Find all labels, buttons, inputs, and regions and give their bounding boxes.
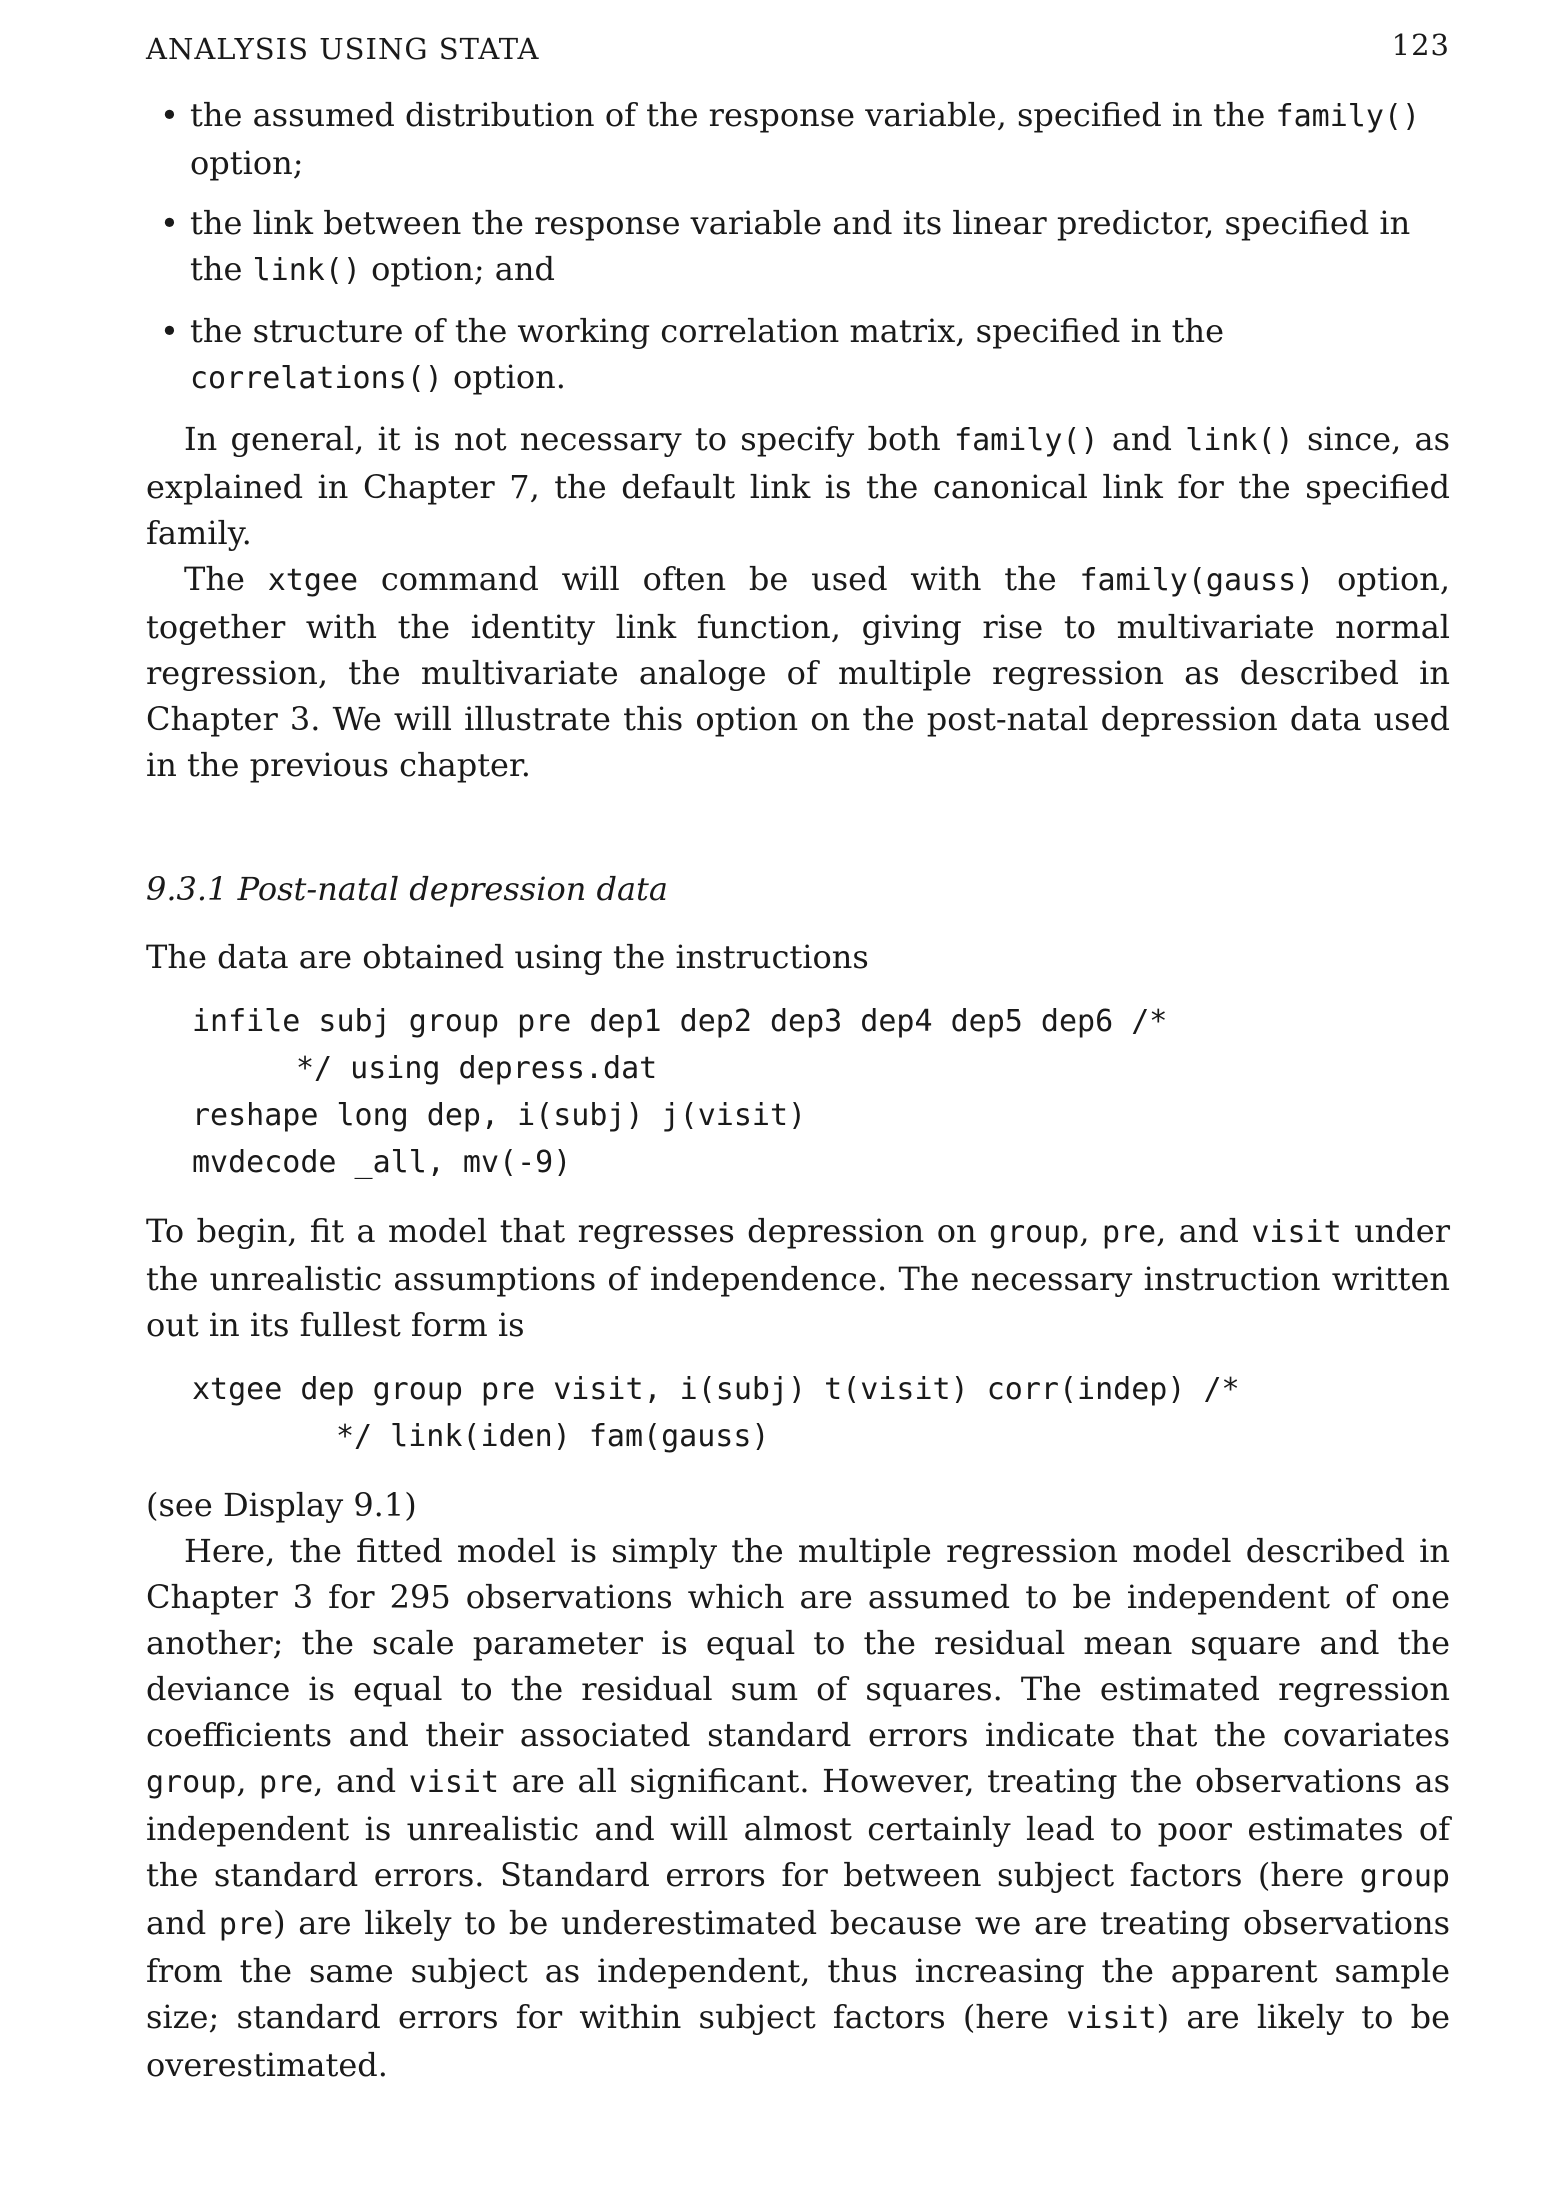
- bullet-icon: •: [160, 204, 179, 242]
- text-run: option, together with the identity link function, giving rise to multivariate normal regression, the multivariate analoge of multiple regression as described in Chapter 3. We will illustrate this option on the post-natal depression data used in the previous chapter.: [146, 560, 1451, 784]
- text-run: since, as explained in Chapter 7, the default link is the canonical link for the specified family.: [146, 420, 1451, 552]
- inline-code: pre: [218, 1907, 274, 1942]
- inline-code: link(): [252, 253, 361, 288]
- code-block-xtgee: [192, 1366, 1450, 1460]
- bullet-icon: •: [160, 312, 179, 350]
- inline-code: pre: [1101, 1215, 1157, 1250]
- bullet-text: option.: [442, 358, 566, 396]
- text-run: Here, the fitted model is simply the multiple regression model described in Chapter 3 for 295 observations which are assumed to be independent of one another; the scale parameter is equal to the residual mean square and the deviance is equal to the residual sum of squares. The estimated regression coefficients and their associated standard errors indicate that the covariates: [146, 1532, 1450, 1754]
- code-line: */ using depress.dat: [296, 1051, 658, 1086]
- page-body: [146, 92, 1450, 2088]
- paragraph-see-display: (see Display 9.1): [146, 1486, 417, 1524]
- paragraph-family-link: [146, 416, 1450, 556]
- inline-code: group: [146, 1765, 237, 1800]
- text-run: , and: [1156, 1212, 1252, 1250]
- inline-code: visit: [408, 1765, 500, 1800]
- list-item: [146, 200, 1450, 294]
- paragraph-model-independence: [146, 1208, 1450, 1348]
- code-block-infile: [192, 998, 1450, 1186]
- inline-code: family(): [1275, 99, 1421, 134]
- code-line: infile subj group pre dep1 dep2 dep3 dep4 dep5 dep6 /*: [192, 1004, 1168, 1039]
- bullet-list: [146, 92, 1450, 402]
- inline-code: group: [1359, 1859, 1450, 1894]
- text-run: ) are likely to be overestimated.: [146, 1998, 1450, 2084]
- bullet-text: option;: [190, 144, 304, 182]
- bullet-text: the structure of the working correlation matrix, specified in the: [190, 312, 1224, 350]
- code-line: */ link(iden) fam(gauss): [336, 1419, 770, 1454]
- text-run: under the unrealistic assumptions of independence. The necessary instruction written out in its fullest form is: [146, 1212, 1451, 1344]
- text-run: ) are likely to be underestimated because we are treating observations from the same subject as independent, thus increasing the apparent sample size; standard errors for within subject factors (here: [146, 1904, 1451, 2036]
- bullet-text: option; and: [360, 250, 555, 288]
- inline-code: visit: [1251, 1215, 1342, 1250]
- bullet-text: the link between the response variable and its linear predictor, specified in the: [190, 204, 1411, 288]
- code-line: reshape long dep, i(subj) j(visit): [192, 1098, 807, 1133]
- text-run: The: [184, 560, 268, 598]
- inline-code: link(): [1185, 423, 1294, 458]
- inline-code: group: [989, 1215, 1080, 1250]
- text-run: , and: [313, 1762, 409, 1800]
- page-number: 123: [1391, 28, 1450, 62]
- inline-code: xtgee: [267, 563, 359, 598]
- text-run: and: [146, 1904, 219, 1942]
- inline-code: pre: [259, 1765, 314, 1800]
- code-line: xtgee dep group pre visit, i(subj) t(visit) corr(indep) /*: [192, 1372, 1240, 1407]
- text-run: are all significant. However, treating the observations as independent is unrealistic and will almost certainly lead to poor estimates of the standard errors. Standard errors for between subject factors (here: [146, 1762, 1451, 1894]
- section-heading: 9.3.1 Post-natal depression data: [146, 870, 668, 908]
- text-run: In general, it is not necessary to specify both: [184, 420, 955, 458]
- paragraph-xtgee-gauss: [146, 556, 1450, 788]
- running-title: ANALYSIS USING STATA: [146, 32, 540, 66]
- inline-code: visit: [1066, 2001, 1157, 2036]
- code-line: mvdecode _all, mv(-9): [192, 1145, 572, 1180]
- list-item: [146, 308, 1450, 402]
- text-run: ,: [1079, 1212, 1102, 1250]
- paragraph-fitted-model: [146, 1528, 1450, 2088]
- list-item: [146, 92, 1450, 186]
- bullet-text: the assumed distribution of the response variable, specified in the: [190, 96, 1276, 134]
- inline-code: family(gauss): [1079, 563, 1315, 598]
- paragraph-instructions: The data are obtained using the instructions: [146, 938, 869, 976]
- inline-code: correlations(): [190, 361, 443, 396]
- running-head: [146, 28, 1450, 72]
- bullet-icon: •: [160, 96, 179, 134]
- text-run: and: [1098, 420, 1186, 458]
- text-run: ,: [236, 1762, 260, 1800]
- inline-code: family(): [954, 423, 1099, 458]
- text-run: command will often be used with the: [358, 560, 1080, 598]
- text-run: To begin, fit a model that regresses depression on: [146, 1212, 990, 1250]
